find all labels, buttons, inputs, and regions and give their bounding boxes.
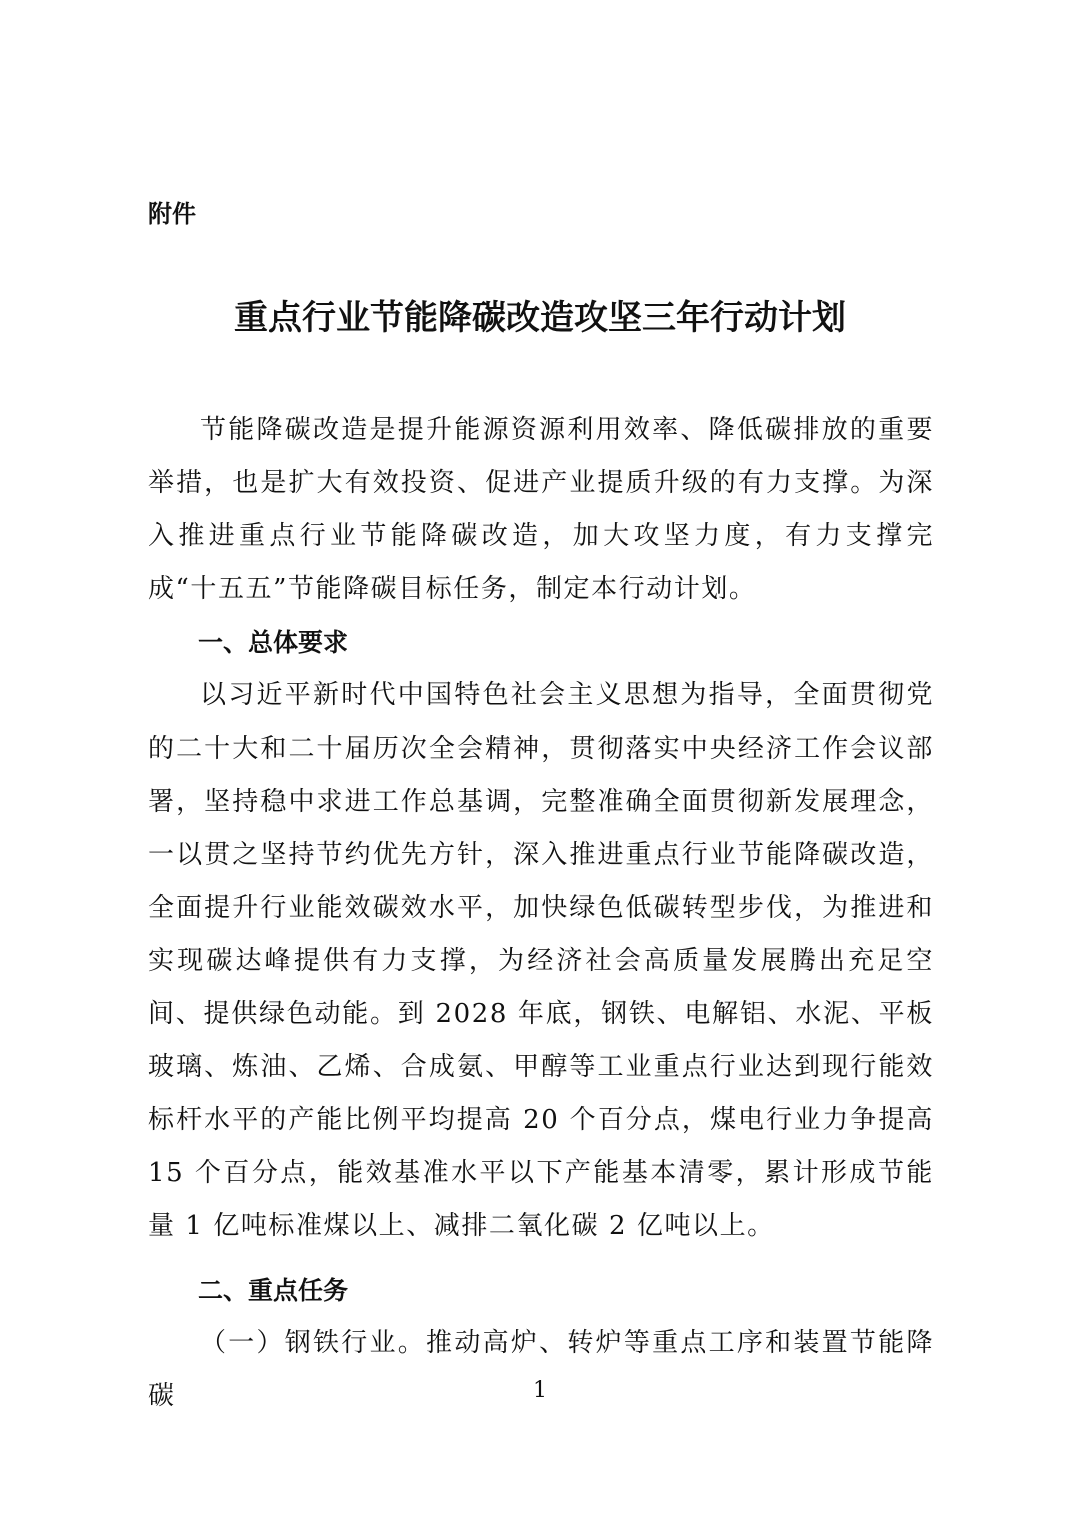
general-requirements-paragraph: 以习近平新时代中国特色社会主义思想为指导，全面贯彻党的二十大和二十届历次全会精神，贯彻落实中央经济工作会议部署，坚持稳中求进工作总基调，完整准确全面贯彻新发展理念，一以贯之坚持节约优先方针，深入推进重点行业节能降碳改造，全面提升行业能效碳效水平，加快绿色低碳转型步伐，为推进和实现碳达峰提供有力支撑，为经济社会高质量发展腾出充足空间、提供绿色动能。到 2028 年底，钢铁、电解铝、水泥、平板玻璃、炼油、乙烯、合成氨、甲醇等工业重点行业达到现行能效标杆水平的产能比例平均提高 20 个百分点，煤电行业力争提高 15 个百分点，能效基准水平以下产能基本清零，累计形成节能量 1 亿吨标准煤以上、减排二氧化碳 2 亿吨以上。 bbox=[148, 680, 934, 1242]
document-title: 重点行业节能降碳改造攻坚三年行动计划 bbox=[234, 298, 846, 338]
page-number: 1 bbox=[533, 1378, 547, 1403]
intro-paragraph: 节能降碳改造是提升能源资源利用效率、降低碳排放的重要举措，也是扩大有效投资、促进产业提质升级的有力支撑。为深入推进重点行业节能降碳改造，加大攻坚力度，有力支撑完成“十五五”节能降碳目标任务，制定本行动计划。 bbox=[148, 415, 934, 605]
attachment-label: 附件 bbox=[148, 200, 196, 228]
section-heading-general-requirements: 一、总体要求 bbox=[198, 628, 349, 658]
section-heading-key-tasks: 二、重点任务 bbox=[198, 1275, 349, 1305]
steel-industry-paragraph: （一）钢铁行业。推动高炉、转炉等重点工序和装置节能降碳 bbox=[148, 1327, 934, 1411]
document-body bbox=[148, 404, 934, 1423]
